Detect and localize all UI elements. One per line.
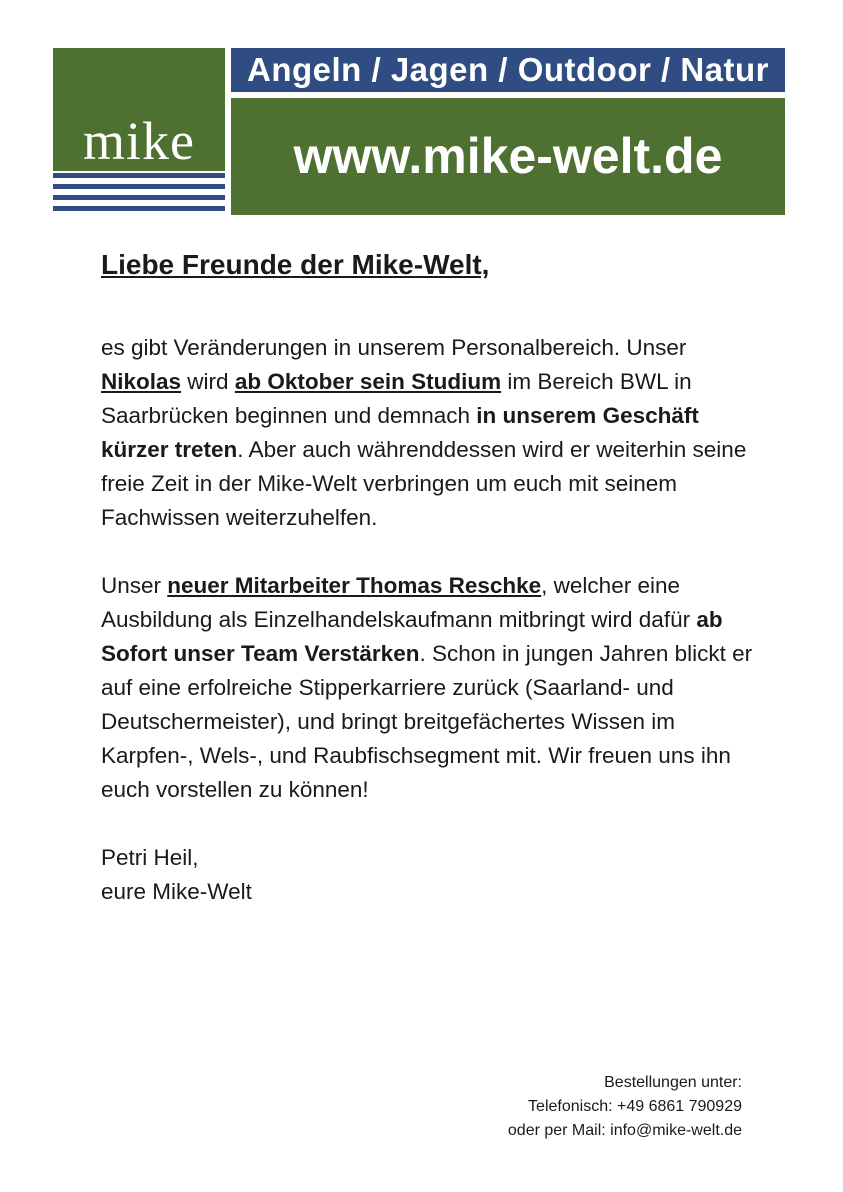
logo-wordmark: mike bbox=[83, 111, 195, 171]
mike-logo bbox=[53, 48, 225, 215]
closing-line-2: eure Mike-Welt bbox=[101, 879, 252, 904]
study-start: ab Oktober sein Studium bbox=[234, 369, 502, 394]
new-employee: neuer Mitarbeiter Thomas Reschke bbox=[167, 573, 542, 598]
tagline-bar: Angeln / Jagen / Outdoor / Natur bbox=[231, 48, 785, 92]
paragraph-1: es gibt Veränderungen in unserem Personalbereich. Unser Nikolas wird ab Oktober sein Studium im Bereich BWL in Saarbrücken beginnen und demnach in unserem Geschäft kürzer treten. Aber auch währenddessen wird er weiterhin seine freie Zeit in der Mike-Welt verbringen um euch mit seinem Fachwissen weiterzuhelfen. bbox=[101, 335, 747, 530]
header-banner bbox=[53, 48, 785, 215]
website-url: www.mike-welt.de bbox=[231, 98, 785, 215]
order-info bbox=[508, 1071, 742, 1143]
order-heading: Bestellungen unter: bbox=[604, 1074, 742, 1091]
team-join: ab Sofort unser Team Verstärken bbox=[101, 607, 723, 666]
employee-name: Nikolas bbox=[101, 369, 182, 394]
greeting: Liebe Freunde der Mike-Welt, bbox=[101, 249, 490, 280]
closing bbox=[101, 841, 761, 909]
closing-line-1: Petri Heil, bbox=[101, 845, 199, 870]
email-line: oder per Mail: info@mike-welt.de bbox=[507, 1122, 742, 1139]
letter-body bbox=[101, 245, 761, 909]
reduced-hours: in unserem Geschäft kürzer treten bbox=[101, 403, 699, 462]
logo-stripes bbox=[53, 171, 225, 215]
phone-line: Telefonisch: +49 6861 790929 bbox=[528, 1098, 742, 1115]
paragraph-2: Unser neuer Mitarbeiter Thomas Reschke, welcher eine Ausbildung als Einzelhandelskaufmann mitbringt wird dafür ab Sofort unser Team Verstärken. Schon in jungen Jahren blickt er auf eine erfolreiche Stipperkarriere zurück (Saarland- und Deutschermeister), und bringt breitgefächertes Wissen im Karpfen-, Wels-, und Raubfischsegment mit. Wir freuen uns ihn euch vorstellen zu können! bbox=[101, 573, 753, 802]
